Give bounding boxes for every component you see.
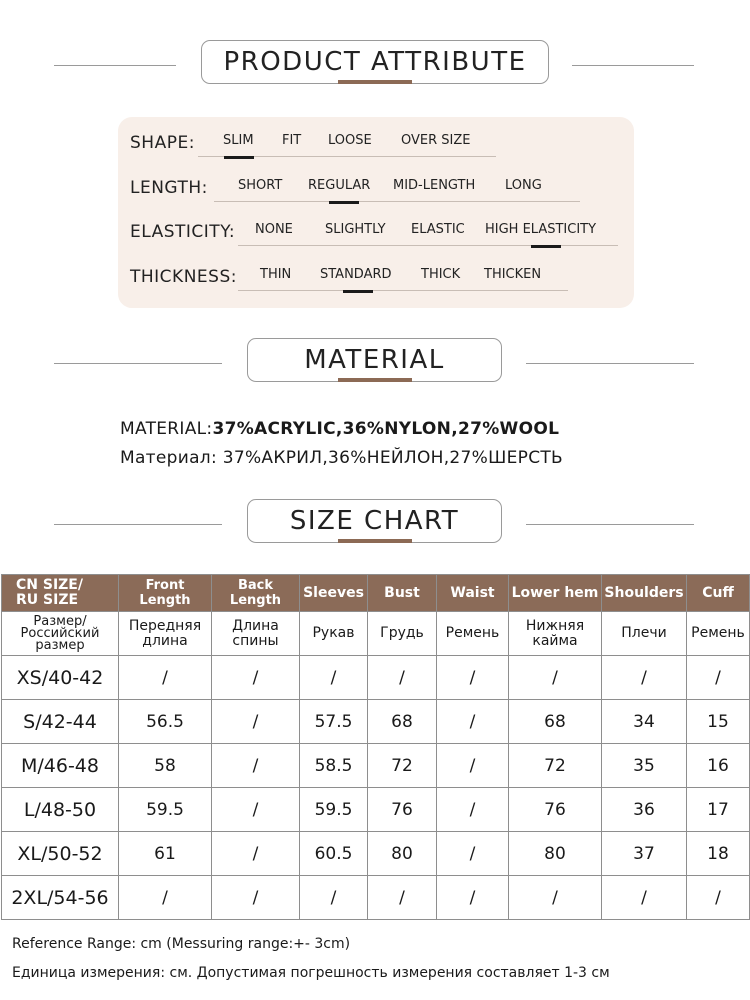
- attr-row-length: [118, 176, 634, 206]
- size-cell: XS/40-42: [2, 656, 119, 700]
- value-cell: /: [119, 876, 212, 920]
- table-subheader-row: [2, 612, 750, 656]
- subheader-line: Плечи: [621, 625, 667, 641]
- value-cell: /: [212, 700, 300, 744]
- value-cell: /: [437, 656, 509, 700]
- attr-option: HIGH ELASTICITY: [485, 222, 597, 237]
- table-row: [2, 700, 750, 744]
- subheader-line: Ремень: [445, 625, 500, 641]
- attr-label: LENGTH:: [130, 178, 208, 198]
- size-cell: L/48-50: [2, 788, 119, 832]
- subheader-line: Передняя: [128, 617, 202, 634]
- value-cell: 68: [509, 700, 602, 744]
- value-cell: /: [437, 744, 509, 788]
- value-cell: /: [509, 876, 602, 920]
- value-cell: 60.5: [300, 832, 368, 876]
- value-cell: /: [300, 656, 368, 700]
- value-cell: /: [687, 876, 750, 920]
- attr-option: THIN: [260, 267, 292, 282]
- header-accent-bar: [338, 80, 412, 84]
- attr-option: LOOSE: [328, 133, 372, 148]
- value-cell: 80: [368, 832, 437, 876]
- attr-selected-mark: [224, 156, 254, 159]
- table-subheader-cell: [368, 612, 437, 656]
- size-cell: 2XL/54-56: [2, 876, 119, 920]
- subheader-line: Длина: [232, 617, 279, 634]
- attr-row-elasticity: [118, 220, 634, 250]
- attr-label: ELASTICITY:: [130, 222, 236, 242]
- table-header-cell: Back Length: [212, 575, 300, 612]
- value-cell: 80: [509, 832, 602, 876]
- value-cell: /: [687, 656, 750, 700]
- attr-option: SLIGHTLY: [325, 222, 386, 237]
- attr-option: FIT: [282, 133, 302, 148]
- attr-option: SHORT: [238, 178, 283, 193]
- header-rule-right: [526, 524, 694, 525]
- value-cell: /: [602, 876, 687, 920]
- header-rule-left: [54, 524, 222, 525]
- value-cell: 59.5: [300, 788, 368, 832]
- material-header: [0, 338, 750, 388]
- attr-row-thickness: [118, 265, 634, 295]
- table-header-cell: Cuff: [687, 575, 750, 612]
- table-row: [2, 744, 750, 788]
- value-cell: 35: [602, 744, 687, 788]
- attr-option: LONG: [505, 178, 542, 193]
- value-cell: 15: [687, 700, 750, 744]
- attr-label: THICKNESS:: [130, 267, 237, 287]
- material-label-en: MATERIAL:: [120, 419, 213, 439]
- size-cell: XL/50-52: [2, 832, 119, 876]
- value-cell: 18: [687, 832, 750, 876]
- attr-selected-mark: [343, 290, 373, 293]
- header-rule-right: [526, 363, 694, 364]
- subheader-size-line2: Российский: [20, 625, 100, 641]
- material-value-ru: 37%АКРИЛ,36%НЕЙЛОН,27%ШЕРСТЬ: [222, 448, 564, 468]
- attr-selected-mark: [329, 201, 359, 204]
- value-cell: /: [437, 832, 509, 876]
- table-row: [2, 656, 750, 700]
- attr-option: ELASTIC: [411, 222, 465, 237]
- size-cell: S/42-44: [2, 700, 119, 744]
- attr-option: NONE: [255, 222, 293, 237]
- value-cell: 58: [119, 744, 212, 788]
- value-cell: /: [437, 876, 509, 920]
- header-size-line2: RU SIZE: [16, 592, 79, 608]
- table-header-cell: Shoulders: [602, 575, 687, 612]
- value-cell: /: [212, 788, 300, 832]
- value-cell: 17: [687, 788, 750, 832]
- table-header-row: [2, 575, 750, 612]
- subheader-line: кайма: [532, 632, 578, 649]
- product-attribute-title: PRODUCT ATTRIBUTE: [201, 40, 549, 84]
- footer-measurement-note: Единица измерения: см. Допустимая погрешность измерения составляет 1-3 см: [12, 965, 610, 981]
- attribute-panel: [118, 117, 634, 308]
- value-cell: /: [509, 656, 602, 700]
- value-cell: 36: [602, 788, 687, 832]
- material-label-ru: Материал:: [120, 448, 217, 468]
- table-subheader-cell: [602, 612, 687, 656]
- product-attribute-header: [0, 40, 750, 90]
- value-cell: 58.5: [300, 744, 368, 788]
- size-cell: M/46-48: [2, 744, 119, 788]
- material-line-ru: [120, 448, 563, 468]
- value-cell: 34: [602, 700, 687, 744]
- attr-option: THICK: [421, 267, 461, 282]
- attr-selected-mark: [531, 245, 561, 248]
- value-cell: /: [602, 656, 687, 700]
- table-subheader-cell: [437, 612, 509, 656]
- subheader-size-line3: размер: [35, 637, 85, 653]
- subheader-line: Рукав: [312, 625, 355, 641]
- value-cell: 16: [687, 744, 750, 788]
- value-cell: /: [212, 832, 300, 876]
- size-chart-header: [0, 499, 750, 549]
- table-row: [2, 832, 750, 876]
- attr-row-shape: [118, 131, 634, 161]
- table-subheader-cell: [509, 612, 602, 656]
- table-subheader-cell: [687, 612, 750, 656]
- attr-option: MID-LENGTH: [393, 178, 476, 193]
- value-cell: /: [212, 876, 300, 920]
- table-header-cell: [2, 575, 119, 612]
- table-subheader-cell: [119, 612, 212, 656]
- header-rule-left: [54, 65, 176, 66]
- material-line-en: [120, 419, 559, 439]
- table-header-cell: Sleeves: [300, 575, 368, 612]
- header-size-line1: CN SIZE/: [16, 577, 83, 593]
- table-subheader-cell: [212, 612, 300, 656]
- material-value-en: 37%ACRYLIC,36%NYLON,27%WOOL: [212, 419, 560, 439]
- subheader-line: Нижняя: [525, 617, 585, 634]
- size-chart-title: SIZE CHART: [247, 499, 502, 543]
- table-header-cell: Lower hem: [509, 575, 602, 612]
- value-cell: 76: [509, 788, 602, 832]
- attr-rule: [238, 290, 568, 291]
- value-cell: /: [212, 656, 300, 700]
- value-cell: /: [212, 744, 300, 788]
- table-row: [2, 876, 750, 920]
- attr-option: THICKEN: [484, 267, 542, 282]
- header-accent-bar: [338, 539, 412, 543]
- value-cell: /: [368, 876, 437, 920]
- attr-option: OVER SIZE: [401, 133, 471, 148]
- subheader-line: Грудь: [380, 625, 424, 641]
- table-header-cell: Front Length: [119, 575, 212, 612]
- subheader-line: Ремень: [691, 625, 745, 641]
- attr-option: STANDARD: [320, 267, 392, 282]
- value-cell: 37: [602, 832, 687, 876]
- table-row: [2, 788, 750, 832]
- value-cell: 61: [119, 832, 212, 876]
- table-subheader-cell: [300, 612, 368, 656]
- footer-reference-range: Reference Range: cm (Messuring range:+- 3cm): [12, 936, 351, 952]
- value-cell: 56.5: [119, 700, 212, 744]
- material-title: MATERIAL: [247, 338, 502, 382]
- subheader-line: спины: [232, 632, 279, 649]
- attr-option: REGULAR: [308, 178, 371, 193]
- value-cell: /: [300, 876, 368, 920]
- table-header-cell: Waist: [437, 575, 509, 612]
- table-header-cell: Bust: [368, 575, 437, 612]
- attr-option: SLIM: [223, 133, 254, 148]
- value-cell: /: [437, 788, 509, 832]
- value-cell: 72: [509, 744, 602, 788]
- header-accent-bar: [338, 378, 412, 382]
- header-rule-left: [54, 363, 222, 364]
- attr-rule: [214, 201, 580, 202]
- value-cell: /: [368, 656, 437, 700]
- value-cell: 76: [368, 788, 437, 832]
- header-rule-right: [572, 65, 694, 66]
- subheader-size-line1: Размер/: [33, 613, 87, 629]
- value-cell: /: [437, 700, 509, 744]
- value-cell: 68: [368, 700, 437, 744]
- attr-label: SHAPE:: [130, 133, 195, 153]
- subheader-line: длина: [142, 632, 188, 649]
- value-cell: 57.5: [300, 700, 368, 744]
- table-subheader-cell: [2, 612, 119, 656]
- value-cell: 59.5: [119, 788, 212, 832]
- value-cell: /: [119, 656, 212, 700]
- value-cell: 72: [368, 744, 437, 788]
- size-table: [1, 574, 750, 920]
- attr-rule: [238, 245, 618, 246]
